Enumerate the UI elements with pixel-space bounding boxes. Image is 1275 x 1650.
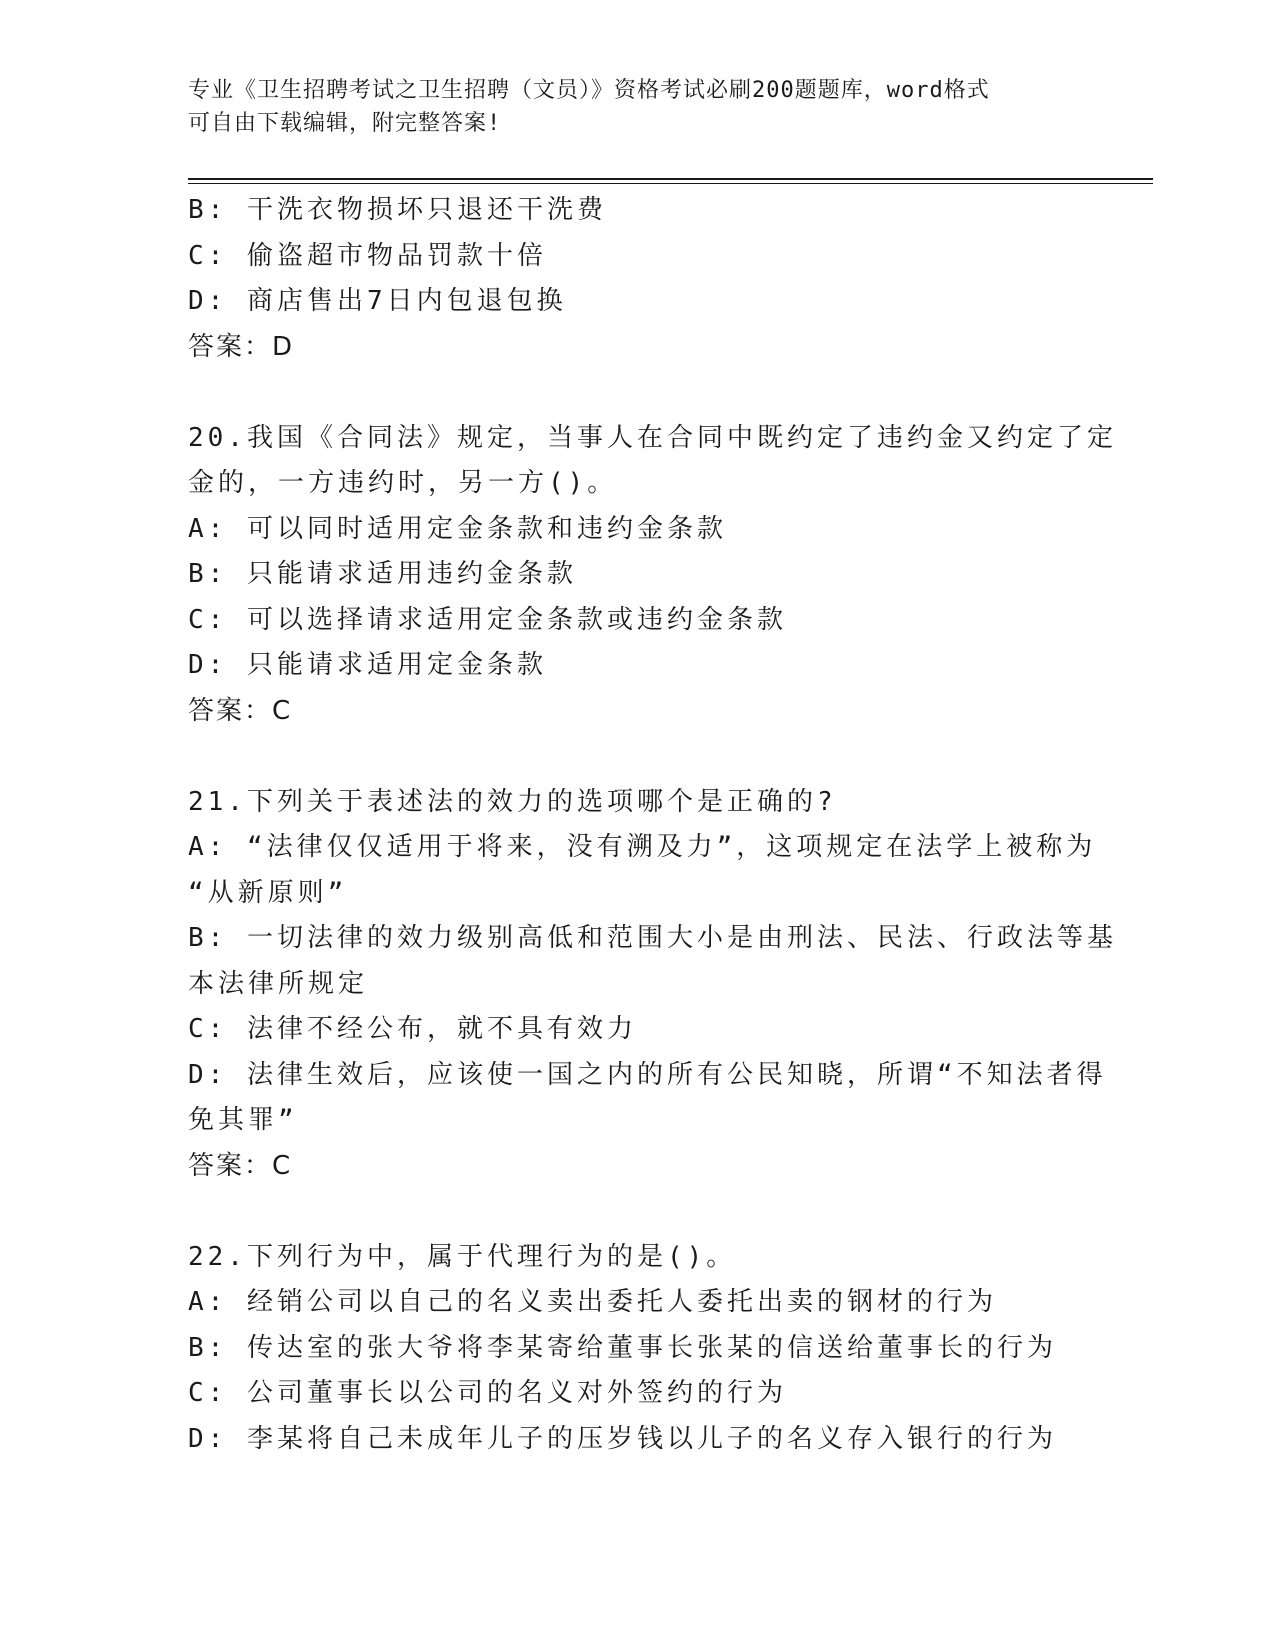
- answer: 答案：D: [188, 331, 295, 362]
- answer: 答案：C: [188, 695, 293, 726]
- option-d: D: 李某将自己未成年儿子的压岁钱以儿子的名义存入银行的行为: [188, 1423, 1057, 1454]
- question-content: [188, 188, 1117, 1462]
- option-b: B: 只能请求适用违约金条款: [188, 559, 577, 589]
- option-a-continued: “从新原则”: [188, 877, 348, 908]
- question-20: [188, 416, 1117, 735]
- option-b: B: 干洗衣物损坏只退还干洗费: [188, 195, 607, 225]
- header-rule-thin: [188, 183, 1153, 184]
- option-d: D: 商店售出7日内包退包换: [188, 286, 567, 316]
- spacer: [188, 734, 1088, 780]
- document-header: [188, 74, 1068, 140]
- option-b-continued: 本法律所规定: [188, 968, 369, 999]
- question-22: [188, 1235, 1088, 1463]
- question-stem-continued: 金的，一方违约时，另一方()。: [188, 468, 618, 498]
- answer: 答案：C: [188, 1150, 293, 1181]
- option-a: A: “法律仅仅适用于将来，没有溯及力”，这项规定在法学上被称为: [188, 832, 1097, 862]
- question-stem: 22.下列行为中，属于代理行为的是()。: [188, 1241, 737, 1272]
- header-line-2: 可自由下载编辑，附完整答案!: [188, 111, 502, 136]
- option-b: B: 一切法律的效力级别高低和范围大小是由刑法、民法、行政法等基: [188, 923, 1117, 953]
- question-21: [188, 780, 1117, 1190]
- option-c: C: 法律不经公布，就不具有效力: [188, 1014, 637, 1044]
- option-c: C: 偷盗超市物品罚款十倍: [188, 240, 547, 271]
- spacer: [188, 1189, 1088, 1235]
- question-stem: 21.下列关于表述法的效力的选项哪个是正确的?: [188, 786, 837, 817]
- option-d: D: 只能请求适用定金条款: [188, 650, 547, 680]
- header-rule-thick: [188, 178, 1153, 180]
- option-a: A: 可以同时适用定金条款和违约金条款: [188, 513, 727, 544]
- option-c: C: 公司董事长以公司的名义对外签约的行为: [188, 1378, 787, 1408]
- question-stem: 20.我国《合同法》规定，当事人在合同中既约定了违约金又约定了定: [188, 422, 1117, 453]
- option-b: B: 传达室的张大爷将李某寄给董事长张某的信送给董事长的行为: [188, 1332, 1057, 1363]
- option-d: D: 法律生效后，应该使一国之内的所有公民知晓，所谓“不知法者得: [188, 1059, 1107, 1090]
- question-19: [188, 188, 1088, 370]
- option-a: A: 经销公司以自己的名义卖出委托人委托出卖的钢材的行为: [188, 1287, 997, 1317]
- spacer: [188, 370, 1088, 416]
- option-d-continued: 免其罪”: [188, 1105, 298, 1135]
- option-c: C: 可以选择请求适用定金条款或违约金条款: [188, 604, 787, 635]
- header-line-1: 专业《卫生招聘考试之卫生招聘（文员）》资格考试必刷200题题库，word格式: [188, 78, 990, 103]
